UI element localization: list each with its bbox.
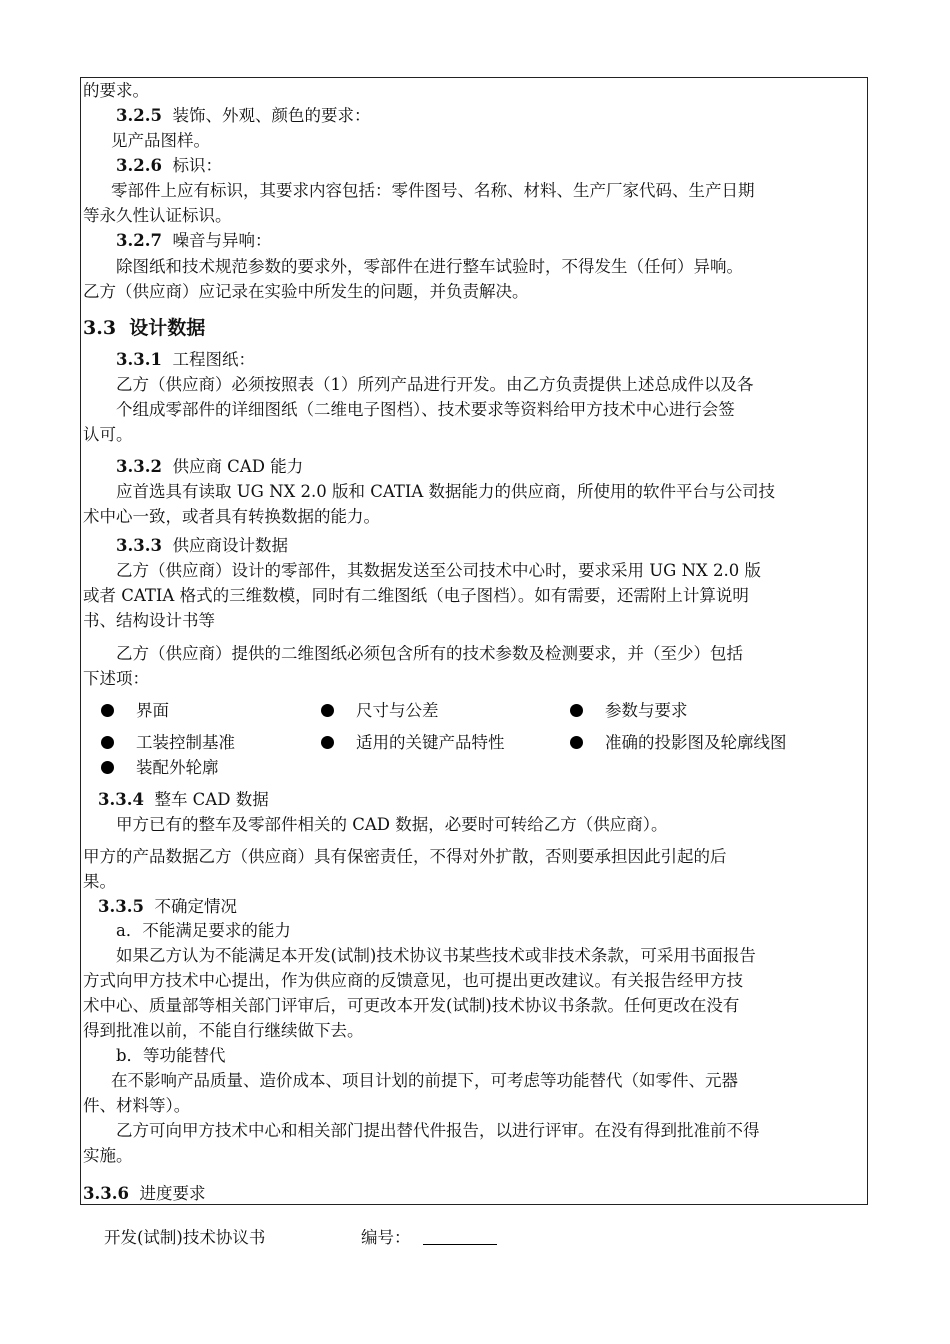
bullet-item: 参数与要求 bbox=[570, 700, 688, 722]
paragraph-line: 实施。 bbox=[83, 1146, 133, 1165]
heading-3-3-6: 3.3.6 进度要求 bbox=[83, 1184, 206, 1203]
subheading-a: a．不能满足要求的能力 bbox=[116, 921, 291, 940]
bullet-dot-icon bbox=[570, 736, 583, 749]
paragraph-line: 零部件上应有标识，其要求内容包括：零件图号、名称、材料、生产厂家代码、生产日期 bbox=[111, 181, 755, 200]
footer-doc-title: 开发(试制)技术协议书 bbox=[104, 1228, 266, 1247]
section-heading-3-3: 3.3 设计数据 bbox=[83, 317, 206, 339]
bullet-item: 准确的投影图及轮廓线图 bbox=[570, 732, 787, 754]
footer-number-label: 编号： bbox=[361, 1228, 411, 1247]
paragraph-line: 方式向甲方技术中心提出，作为供应商的反馈意见，也可提出更改建议。有关报告经甲方技 bbox=[83, 971, 743, 990]
bullet-dot-icon bbox=[321, 704, 334, 717]
bullet-dot-icon bbox=[101, 761, 114, 774]
paragraph-line: 乙方（供应商）必须按照表（1）所列产品进行开发。由乙方负责提供上述总成件以及各 bbox=[116, 375, 754, 394]
paragraph-line: 等永久性认证标识。 bbox=[83, 206, 232, 225]
bullet-dot-icon bbox=[101, 736, 114, 749]
subheading-b: b．等功能替代 bbox=[116, 1046, 226, 1065]
paragraph-line: 如果乙方认为不能满足本开发(试制)技术协议书某些技术或非技术条款，可采用书面报告 bbox=[116, 946, 756, 965]
heading-3-3-4: 3.3.4 整车 CAD 数据 bbox=[98, 790, 269, 809]
paragraph-line: 除图纸和技术规范参数的要求外，零部件在进行整车试验时，不得发生（任何）异响。 bbox=[116, 257, 743, 276]
paragraph-line: 个组成零部件的详细图纸（二维电子图档）、技术要求等资料给甲方技术中心进行会签 bbox=[116, 400, 735, 419]
bullet-item: 装配外轮廓 bbox=[101, 757, 219, 779]
paragraph-line: 术中心、质量部等相关部门评审后，可更改本开发(试制)技术协议书条款。任何更改在没有 bbox=[83, 996, 740, 1015]
paragraph-line: 果。 bbox=[83, 872, 116, 891]
bullet-item: 尺寸与公差 bbox=[321, 700, 439, 722]
paragraph-line: 乙方（供应商）应记录在实验中所发生的问题，并负责解决。 bbox=[83, 282, 529, 301]
paragraph-line: 应首选具有读取 UG NX 2.0 版和 CATIA 数据能力的供应商，所使用的软件平台与公司技 bbox=[116, 482, 776, 501]
paragraph: 见产品图样。 bbox=[111, 131, 210, 150]
footer-number-blank bbox=[423, 1244, 497, 1245]
heading-3-2-7: 3.2.7 噪音与异响： bbox=[116, 231, 272, 250]
heading-3-2-5: 3.2.5 装饰、外观、颜色的要求： bbox=[116, 106, 371, 125]
paragraph-line: 件、材料等）。 bbox=[83, 1096, 191, 1115]
heading-3-3-3: 3.3.3 供应商设计数据 bbox=[116, 536, 288, 555]
paragraph-line: 乙方可向甲方技术中心和相关部门提出替代件报告，以进行评审。在没有得到批准前不得 bbox=[116, 1121, 760, 1140]
paragraph-line: 或者 CATIA 格式的三维数模，同时有二维图纸（电子图档）。如有需要，还需附上计算说明 bbox=[83, 586, 749, 605]
heading-3-3-1: 3.3.1 工程图纸： bbox=[116, 350, 255, 369]
bullet-dot-icon bbox=[101, 704, 114, 717]
paragraph-line: 在不影响产品质量、造价成本、项目计划的前提下，可考虑等功能替代（如零件、元器 bbox=[111, 1071, 738, 1090]
paragraph-line: 得到批准以前，不能自行继续做下去。 bbox=[83, 1021, 364, 1040]
bullet-item: 适用的关键产品特性 bbox=[321, 732, 505, 754]
heading-3-2-6: 3.2.6 标识： bbox=[116, 156, 222, 175]
paragraph-line: 乙方（供应商）提供的二维图纸必须包含所有的技术参数及检测要求，并（至少）包括 bbox=[116, 644, 743, 663]
carry-text: 的要求。 bbox=[83, 81, 149, 100]
paragraph-line: 乙方（供应商）设计的零部件，其数据发送至公司技术中心时，要求采用 UG NX 2.0 版 bbox=[116, 561, 761, 580]
paragraph-line: 甲方已有的整车及零部件相关的 CAD 数据，必要时可转给乙方（供应商）。 bbox=[116, 815, 668, 834]
bullet-dot-icon bbox=[321, 736, 334, 749]
paragraph-line: 认可。 bbox=[83, 425, 133, 444]
paragraph-line: 甲方的产品数据乙方（供应商）具有保密责任，不得对外扩散，否则要承担因此引起的后 bbox=[83, 847, 727, 866]
bullet-item: 工装控制基准 bbox=[101, 732, 235, 754]
paragraph-line: 术中心一致，或者具有转换数据的能力。 bbox=[83, 507, 380, 526]
bullet-item: 界面 bbox=[101, 700, 169, 722]
heading-3-3-2: 3.3.2 供应商 CAD 能力 bbox=[116, 457, 304, 476]
bullet-dot-icon bbox=[570, 704, 583, 717]
heading-3-3-5: 3.3.5 不确定情况 bbox=[98, 897, 237, 916]
paragraph-line: 下述项： bbox=[83, 669, 149, 688]
paragraph-line: 书、结构设计书等 bbox=[83, 611, 215, 630]
